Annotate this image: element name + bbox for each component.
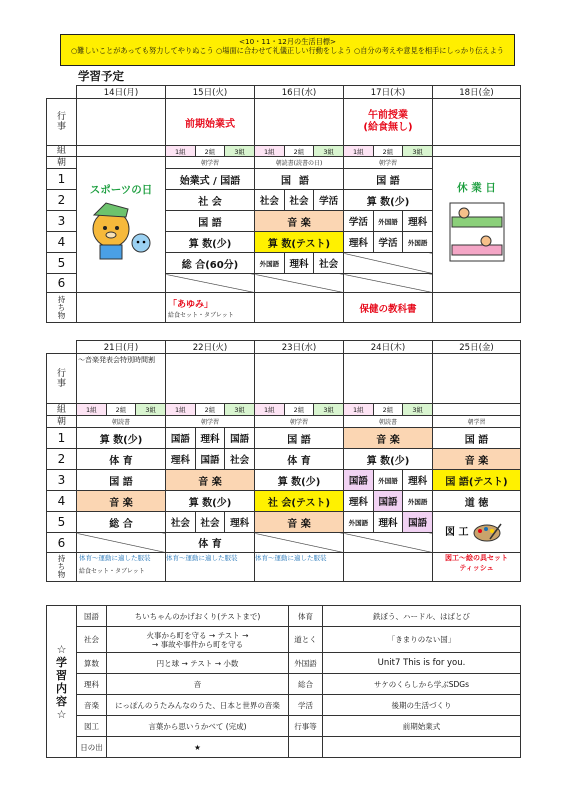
learning-content-table: ☆ 学 習 内 容 ☆ 国語 ちいちゃんのかげおくり(テストまで) 体育 鉄ぼう、ハードル、はばとび 社会 火事から町を守る → テスト → → 事故や事件から町を守る 道とく 「きまりのない国」 算数 円と球 → テスト → 小数 外国語 Unit7 This is for you. 理科 音 総合 サケのくらしから学ぶSDGs 音楽 にっぽんのうたみんなのうた、日本と世界の音楽 学活 後期の生活づくり 図工 言葉から思いうかべて (完成) 行事等 前期始業式 日の出 ★	[46, 605, 521, 758]
day-header: 21日(月)	[77, 341, 166, 354]
day-header: 24日(木)	[344, 341, 433, 354]
day-header: 22日(火)	[166, 341, 255, 354]
day-header: 25日(金)	[433, 341, 521, 354]
week2-table: 21日(月) 22日(火) 23日(水) 24日(木) 25日(金) 行 事 ～音楽発表会特別時間割 組 1組 2組 3組 1組 2組 3組 1組 2組 3組 1組 2組 3組 朝 朝読書 朝学習 朝学習 朝読書 朝学習 1 算 数(少) 国語 理科 国語 国 語 音 楽 国 語 2 体 育 理科 国語 社会 体 育 算 数(少) 音 楽 3 国 語 音 楽 算 数(少) 国語 外国語 理科 国 語(テスト) 4 音 楽 算 数(少) 社 会(テスト) 理科 国語 外国語 道 徳 5 総 合 社会 社会 理科 音 楽 外国語 理科 国語 図 工 6 体 育 持 ち 物 体育～運動に適した服装 給食セット・タブレット 体育～運動に適した服装 体育～運動に適した服装 図工～絵の具セット ティッシュ	[46, 340, 521, 582]
day-header: 23日(水)	[255, 341, 344, 354]
bunk-bed-illustration-icon	[446, 199, 508, 265]
event-cell	[255, 99, 344, 146]
event-cell: 午前授業 (給食無し)	[344, 99, 433, 146]
holiday-illustration: 休 業 日	[433, 157, 521, 293]
belongings-cell: 「あゆみ」 給食セット・タブレット	[166, 293, 255, 323]
row-label-kumi: 組	[47, 146, 77, 157]
event-cell	[77, 99, 166, 146]
day-header: 15日(火)	[166, 86, 255, 99]
row-label-gyoji: 行 事	[47, 99, 77, 146]
event-cell: 前期始業式	[166, 99, 255, 146]
bear-illustration-icon	[86, 201, 156, 263]
day-header: 18日(金)	[433, 86, 521, 99]
day-header: 16日(水)	[255, 86, 344, 99]
week1-table: 14日(月) 15日(火) 16日(水) 17日(木) 18日(金) 行 事 前期始業式 午前授業 (給食無し) 組 1組 2組 3組 1組 2組 3組 1組 2組 3組 朝 スポーツの日 朝学習 朝読書(読書の日) 朝学習 休 業 日 1 始業式 / 国語 国語 国 語 2 社 会 社会 社会 学活 算 数(少) 3 国 語 音 楽 学活 外国語 理科 4 算 数(少) 算 数(テスト) 理科 学活 外国語 5 総 合(60分) 外国語 理科 社会 6 持 ち 物 「あゆみ」 給食セット・タブレット 保健の教科書	[46, 85, 521, 323]
event-cell: ～音楽発表会特別時間割	[77, 354, 166, 404]
schedule-title: 学習予定	[78, 69, 124, 83]
row-label-mochimono: 持 ち 物	[47, 293, 77, 323]
zuko-cell: 図 工	[433, 512, 521, 553]
goals-title: <10・11・12月の生活目標>	[239, 37, 336, 46]
event-cell	[433, 99, 521, 146]
goals-banner	[60, 34, 515, 66]
goals-text: ○難しいことがあっても努力してやりぬこう ○場面に合わせて礼儀正しい行動をしよう ○自分の考えや意見を相手にしっかり伝えよう	[70, 46, 504, 55]
paint-palette-icon	[472, 522, 502, 542]
learning-content-label: ☆ 学 習 内 容 ☆	[47, 606, 77, 758]
sports-day-illustration: スポーツの日	[77, 157, 166, 293]
class-cell: 国語	[255, 169, 344, 190]
day-header: 17日(木)	[344, 86, 433, 99]
row-label-asa: 朝	[47, 157, 77, 169]
day-header: 14日(月)	[77, 86, 166, 99]
